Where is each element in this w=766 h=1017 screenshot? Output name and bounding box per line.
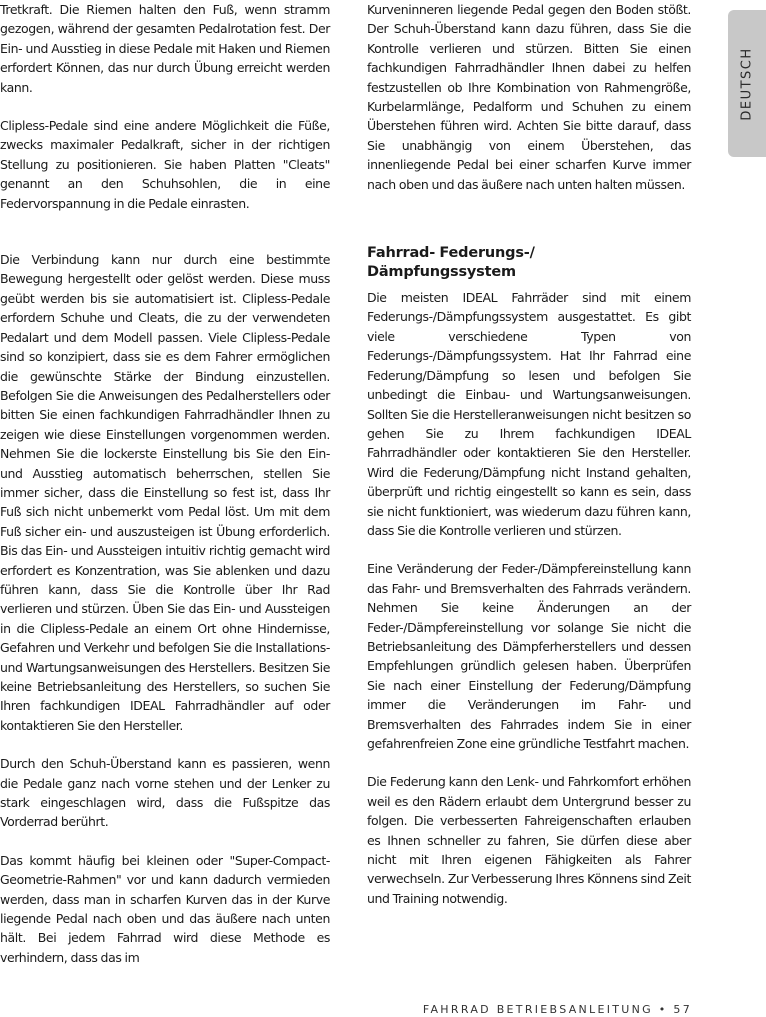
right-column xyxy=(367,0,691,908)
section-heading-line-1: Fahrrad- Federungs-/ xyxy=(367,245,535,262)
left-column xyxy=(0,0,330,967)
right-paragraph-1: Die meisten IDEAL Fahrräder sind mit einem Federungs-/Dämpfungssystem ausgestattet. Es gibt viele verschiedene Typen von Federungs-/Dämpfungssystem. Hat Ihr Fahrrad eine Federung/Dämpfung so lesen und befolgen Sie unbedingt die Einbau- und Wartungsanweisungen. Sollten Sie die Herstelleranweisungen nicht besitzen so gehen Sie zu Ihrem fachkundigen IDEAL Fahrradhändler oder kontaktieren Sie den Hersteller. Wird die Federung/Dämpfung nicht Instand gehalten, überprüft und richtig eingestellt so kann es sein, dass sie nicht funktioniert, was wiederum dazu führen kann, dass Sie die Kontrolle verlieren und stürzen. xyxy=(367,290,691,538)
right-paragraph-2: Eine Veränderung der Feder-/Dämpfereinstellung kann das Fahr- und Bremsverhalten des Fahrrads verändern. Nehmen Sie keine Änderungen an der Feder-/Dämpfereinstellung vor solange Sie nicht die Betriebsanleitung des Dämpferherstellers und dessen Empfehlungen gründlich gelesen haben. Überprüfen Sie nach einer Einstellung der Federung/Dämpfung immer die Veränderungen im Fahr- und Bremsverhalten des Fahrrades indem Sie in einer gefahrenfreien Zone eine gründliche Testfahrt machen. xyxy=(367,561,691,751)
left-paragraph-5: Das kommt häufig bei kleinen oder "Super-Compact-Geometrie-Rahmen" vor und kann dadurch vermieden werden, dass man in scharfen Kurven das in der Kurve liegende Pedal nach oben und das äußere nach unten hält. Bei jedem Fahrrad wird diese Methode es verhindern, dass das im xyxy=(0,852,330,965)
language-tab-label: DEUTSCH xyxy=(739,46,755,121)
page-footer xyxy=(423,1003,692,1016)
footer-title: FAHRRAD BETRIEBSANLEITUNG xyxy=(422,1003,653,1016)
section-heading-line-2: Dämpfungssystem xyxy=(367,264,516,281)
right-intro-paragraph: Kurveninneren liegende Pedal gegen den Boden stößt. Der Schuh-Überstand kann dazu führen, dass Sie die Kontrolle verlieren und stürzen. Bitten Sie einen fachkundigen Fahrradhändler Ihnen dabei zu helfen festzustellen ob Ihre Kombination von Rahmengröße, Kurbelarmlänge, Pedalform und Schuhen zu einem Überstehen führen wird. Achten Sie bitte darauf, dass Sie unabhängig von einem Überstehen, das innenliegende Pedal bei einer scharfen Kurve immer nach oben und das äußere nach unten halten müssen. xyxy=(367,2,691,192)
left-paragraph-4: Durch den Schuh-Überstand kann es passieren, wenn die Pedale ganz nach vorne stehen und der Lenker zu stark eingeschlagen wird, dass die Fußspitze das Vorderrad berührt. xyxy=(0,756,330,830)
right-paragraph-3: Die Federung kann den Lenk- und Fahrkomfort erhöhen weil es den Rädern erlaubt dem Untergrund besser zu folgen. Die verbesserten Fahreigenschaften erlauben es Ihnen schneller zu fahren, Sie dürfen diese aber nicht mit Ihren eigenen Fähigkeiten als Fahrer verwechseln. Zur Verbesserung Ihres Könnens sind Zeit und Training notwendig. xyxy=(367,774,691,906)
section-heading xyxy=(367,244,691,282)
language-tab xyxy=(728,10,766,157)
footer-separator: • xyxy=(658,1003,668,1016)
page-number: 57 xyxy=(673,1003,692,1016)
left-paragraph-2: Clipless-Pedale sind eine andere Möglichkeit die Füße, zwecks maximaler Pedalkraft, sicher in der richtigen Stellung zu positionieren. Sie haben Platten "Cleats" genannt an den Schuhsohlen, die in eine Federvorspannung in die Pedale einrasten. xyxy=(0,118,330,211)
left-paragraph-1: Tretkraft. Die Riemen halten den Fuß, wenn stramm gezogen, während der gesamten Pedalrotation fest. Der Ein- und Ausstieg in diese Pedale mit Haken und Riemen erfordert Können, das nur durch Übung erreicht werden kann. xyxy=(0,2,330,95)
left-paragraph-3: Die Verbindung kann nur durch eine bestimmte Bewegung hergestellt oder gelöst werden. Diese muss geübt werden bis sie automatisiert ist. Clipless-Pedale erfordern Schuhe und Cleats, die zu der verwendeten Pedalart und dem Modell passen. Viele Clipless-Pedale sind so konzipiert, dass sie es dem Fahrer ermöglichen die gewünschte Stärke der Bindung einzustellen. Befolgen Sie die Anweisungen des Pedalherstellers oder bitten Sie einen fachkundigen Fahrradhändler Ihnen zu zeigen wie diese Einstellungen vorgenommen werden. Nehmen Sie die lockerste Einstellung bis Sie den Ein- und Ausstieg automatisch beherrschen, stellen Sie immer sicher, dass die Einstellung so fest ist, dass Ihr Fuß sich nicht unbemerkt vom Pedal löst. Um mit dem Fuß sicher ein- und auszusteigen ist Übung erforderlich. Bis das Ein- und Aussteigen intuitiv richtig gemacht wird erfordert es Konzentration, was Sie ablenken und dazu führen kann, dass Sie die Kontrolle über Ihr Rad verlieren und stürzen. Üben Sie das Ein- und Aussteigen in die Clipless-Pedale an einem Ort ohne Hindernisse, Gefahren und Verkehr und befolgen Sie die Installations- und Wartungsanweisungen des Herstellers. Besitzen Sie keine Betriebsanleitung des Herstellers, so suchen Sie Ihren fachkundigen IDEAL Fahrradhändler auf oder kontaktieren Sie den Hersteller. xyxy=(0,252,330,733)
